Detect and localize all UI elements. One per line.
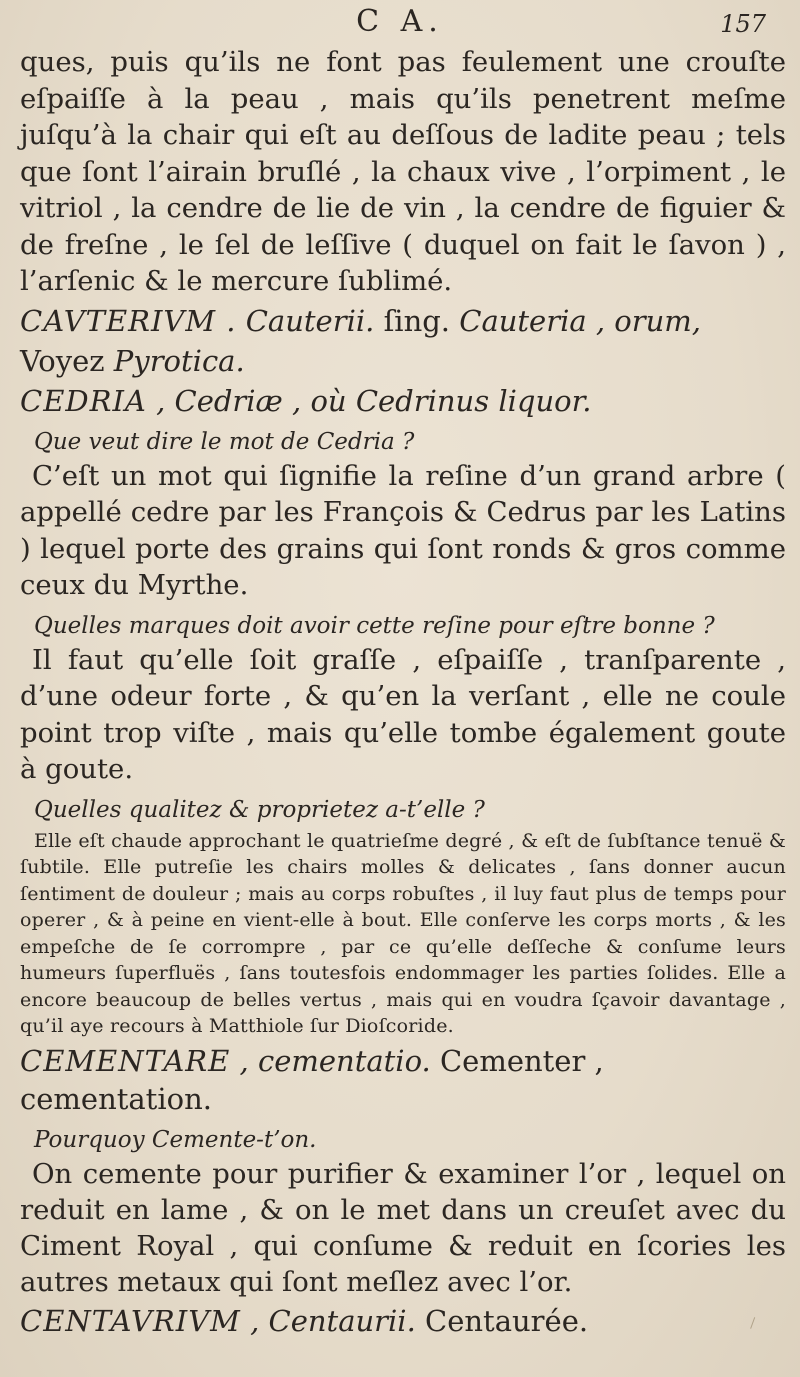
entry-french: Centaurée. xyxy=(425,1303,589,1338)
entry-genitive: , Centaurii. xyxy=(250,1303,416,1338)
entry-variants: , Cedriæ , où Cedrinus liquor. xyxy=(156,383,592,418)
entry-latin-variant: , cementatio. xyxy=(239,1043,431,1078)
entry-heading: CEMENTARE xyxy=(20,1043,231,1078)
answer: On cemente pour purifier & examiner l’or , lequel on reduit en lame , & on le met dans un creuſet avec du Ciment Royal , qui conſume & reduit en ſcories les autres metaux qui ſont meſlez avec l’or. xyxy=(20,1157,786,1298)
question: Quelles marques doit avoir cette reſine pour eſtre bonne ? xyxy=(34,612,715,639)
entry-plural: Cauteria xyxy=(459,303,587,338)
entry-centaurium xyxy=(20,1302,786,1340)
question: Que veut dire le mot de Cedria ? xyxy=(34,428,415,455)
entry-cauterium xyxy=(20,302,786,340)
cross-reference xyxy=(20,342,786,380)
entry-plural-genitive: , orum, xyxy=(595,303,702,338)
page-number: 157 xyxy=(720,10,766,38)
answer-small-print xyxy=(20,828,786,1040)
entry-cedria xyxy=(20,382,786,420)
entry-genitive: Cauterii. xyxy=(245,303,375,338)
entry-heading: CAVTERIVM . xyxy=(20,303,237,338)
answer-text: Elle eſt chaude approchant le quatrieſme degré , & eſt de ſubſtance tenuë & ſubtile. Elle putreſie les chairs molles & delicates , ſans donner aucun ſentiment de douleur ; mais au corps robuſtes , il luy faut plus de temps pour operer , & à peine en vient-elle à bout. Elle conſerve les corps morts , & les empeſche de ſe corrompre , par ce qu’elle deſſeche & conſume leurs humeurs ſuperfluës , ſans toutesfois endommager les parties ſolides. Elle a encore beaucoup de belles vertus , mais qui en voudra ſçavoir davantage , qu’il aye recours à Matthiole ſur Dioſcoride. xyxy=(20,829,786,1037)
intro-paragraph: ques, puis qu’ils ne font pas feulement une crouſte eſpaiſſe à la peau , mais qu’ils penetrent meſme juſqu’à la chair qui eſt au deſſous de ladite peau ; tels que ſont l’airain bruſlé , la chaux vive , l’orpiment , le vitriol , la cendre de lie de vin , la cendre de figuier & de freſne , le ſel de leſſive ( duquel on fait le ſavon ) , l’arſenic & le mercure ſublimé. xyxy=(20,46,786,297)
entry-french: Cementer , cementation. xyxy=(20,1043,604,1116)
question: Pourquoy Cemente-t’on. xyxy=(34,1126,317,1153)
running-title: C A. xyxy=(356,4,444,39)
entry-heading: CEDRIA xyxy=(20,383,147,418)
voyez-label: Voyez xyxy=(20,343,105,378)
entry-cementare xyxy=(20,1042,786,1118)
voyez-target: Pyrotica. xyxy=(113,343,245,378)
entry-abbrev: ſing. xyxy=(383,303,451,338)
question: Quelles qualitez & proprietez a-t’elle ? xyxy=(34,796,485,823)
answer: C’eſt un mot qui ſignifie la reſine d’un grand arbre ( appellé cedre par les François & Cedrus par les Latins ) lequel porte des grains qui ſont ronds & gros comme ceux du Myrthe. xyxy=(20,459,786,601)
entry-heading: CENTAVRIVM xyxy=(20,1303,241,1338)
page-text xyxy=(20,44,786,1340)
answer: Il faut qu’elle ſoit graſſe , eſpaiſſe , tranſparente , d’une odeur forte , & qu’en la verſant , elle ne coule point trop viſte , mais qu’elle tombe également goute à goute. xyxy=(20,643,786,785)
running-head xyxy=(0,4,800,46)
